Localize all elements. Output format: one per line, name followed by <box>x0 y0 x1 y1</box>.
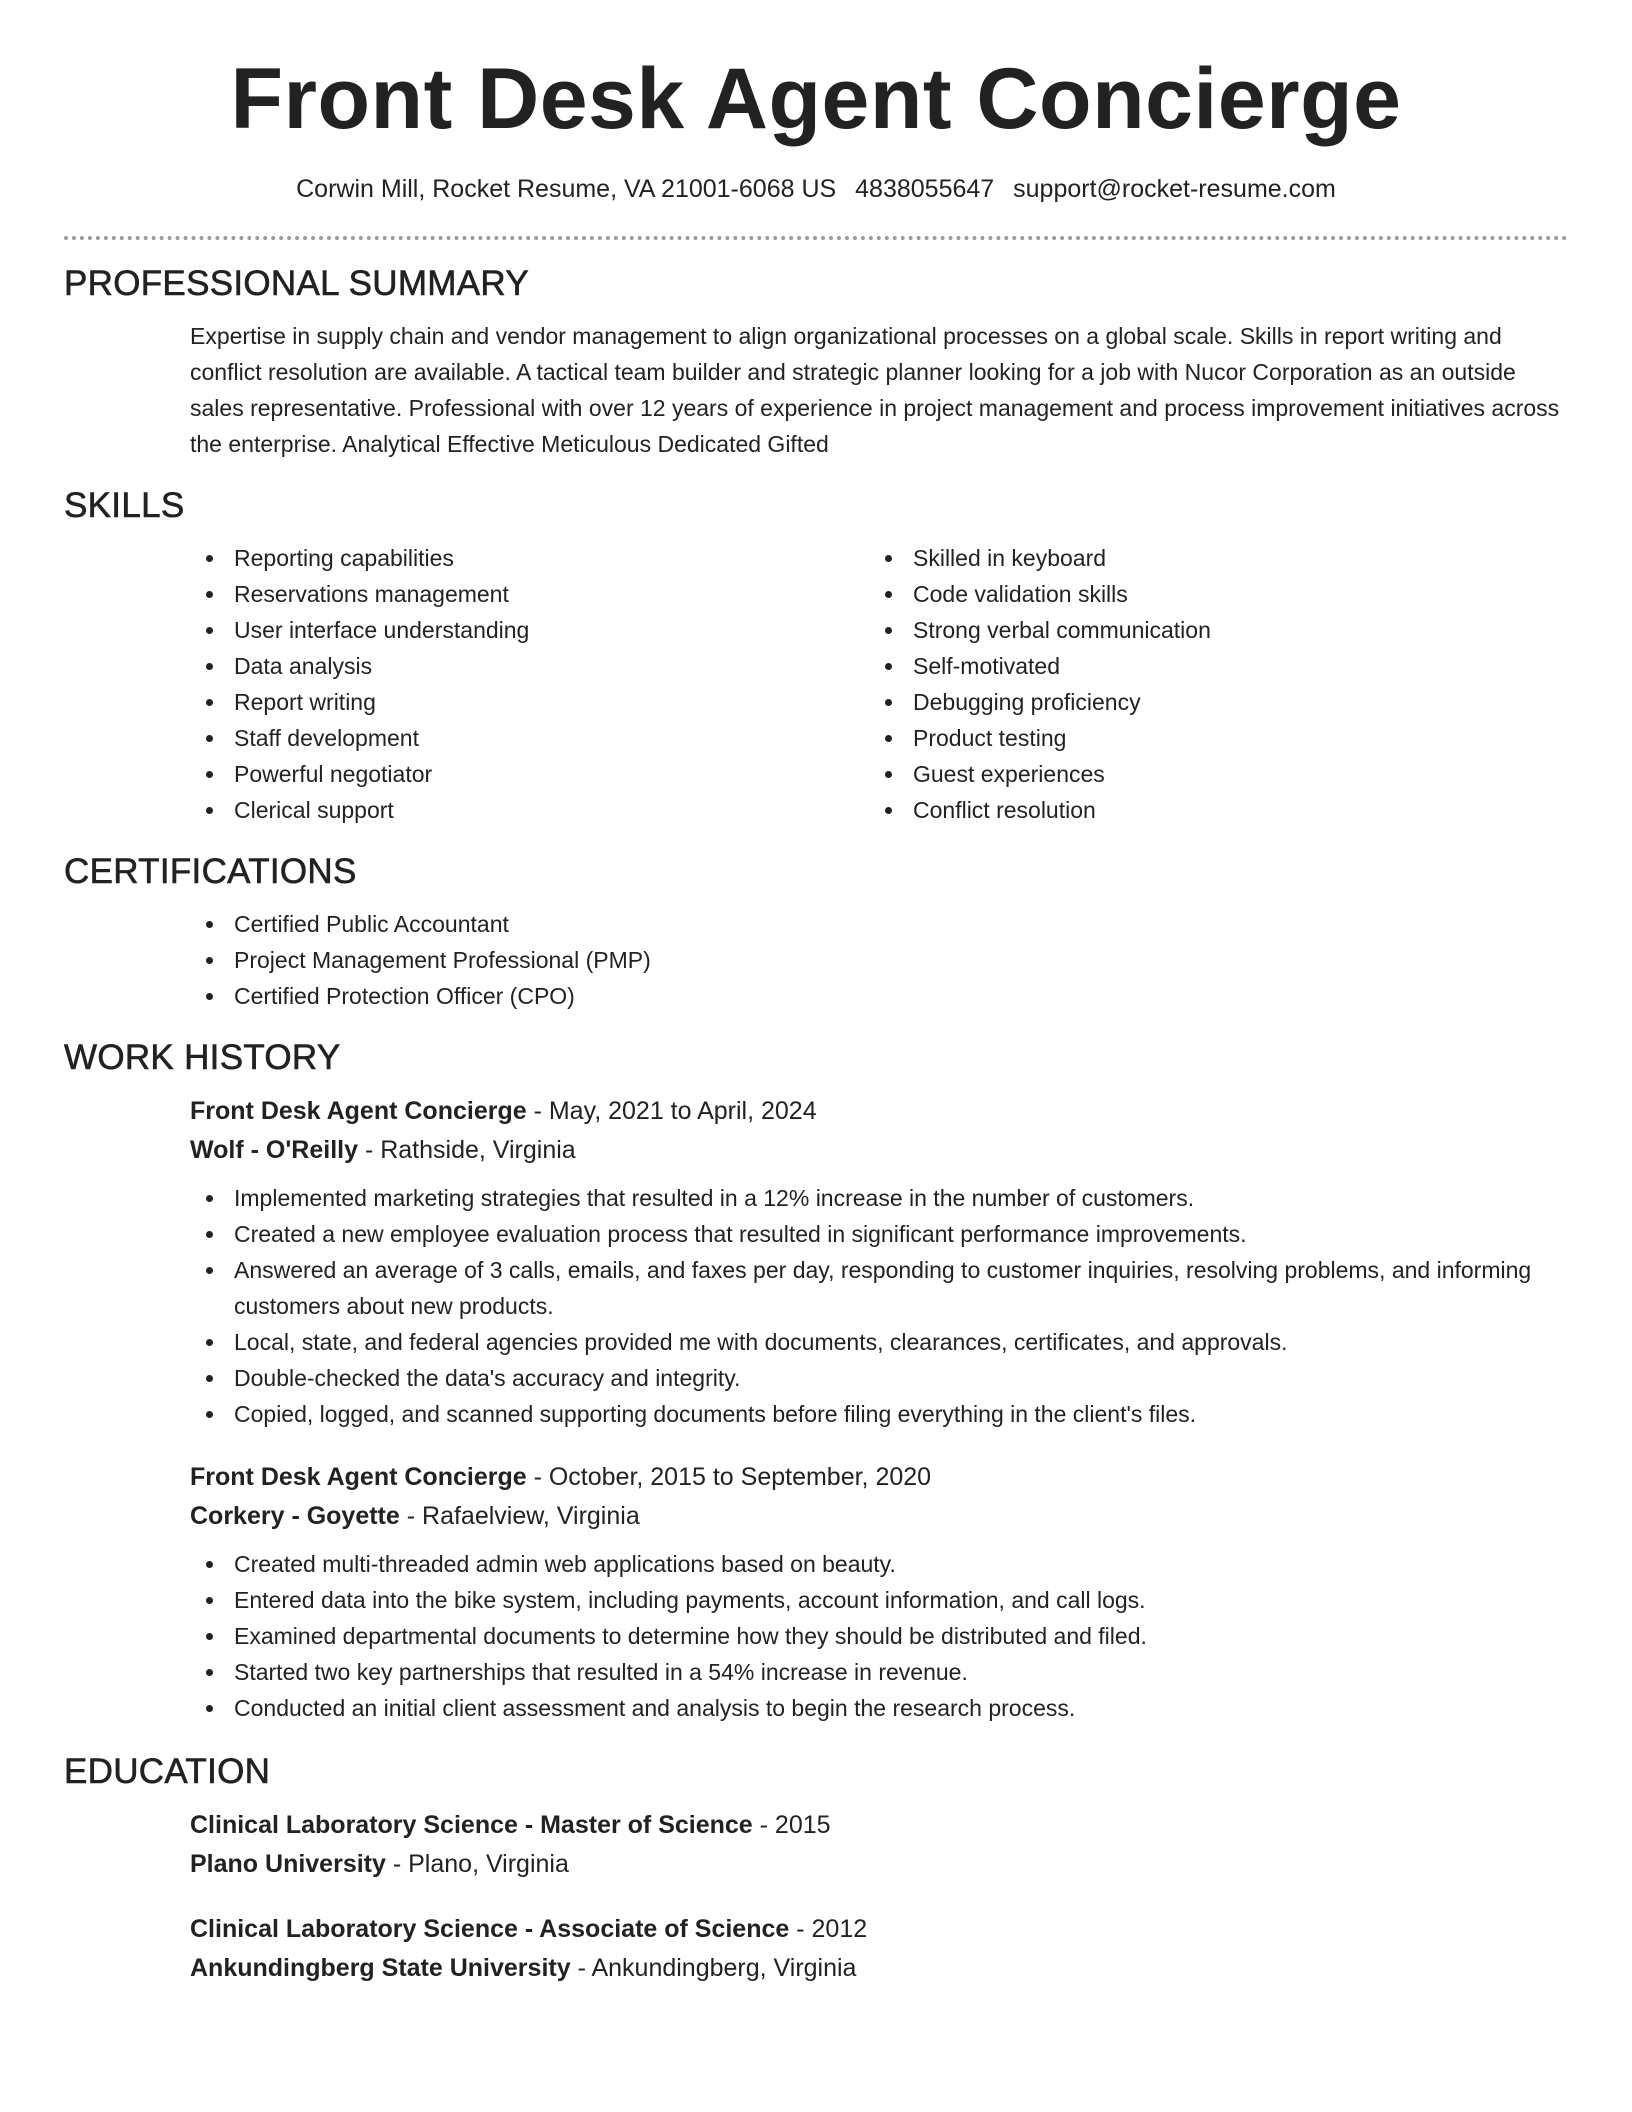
job-bullets <box>190 1180 1568 1432</box>
certification-item: Project Management Professional (PMP) <box>190 942 1568 978</box>
skill-item: Data analysis <box>190 648 869 684</box>
education-year: - 2012 <box>789 1914 868 1943</box>
certification-item: Certified Public Accountant <box>190 906 1568 942</box>
job-bullet: Examined departmental documents to determine how they should be distributed and filed. <box>190 1618 1568 1654</box>
contact-email: support@rocket-resume.com <box>1013 174 1336 203</box>
job-dates: - May, 2021 to April, 2024 <box>526 1096 817 1125</box>
summary-section <box>64 264 1568 462</box>
job-company: Corkery - Goyette <box>190 1501 400 1530</box>
skills-list-left <box>190 540 869 828</box>
work-history-section <box>64 1038 1568 1726</box>
contact-line <box>64 175 1568 204</box>
job-company-line <box>190 1497 1568 1536</box>
skill-item: Powerful negotiator <box>190 756 869 792</box>
skills-section <box>64 486 1568 828</box>
skill-item: Clerical support <box>190 792 869 828</box>
education-location: - Plano, Virginia <box>385 1849 569 1878</box>
education-degree-line <box>190 1806 1568 1845</box>
education-entry <box>190 1806 1568 1884</box>
job-company: Wolf - O'Reilly <box>190 1135 358 1164</box>
skill-item: Reporting capabilities <box>190 540 869 576</box>
job-role: Front Desk Agent Concierge <box>190 1096 527 1125</box>
job-bullet: Conducted an initial client assessment and analysis to begin the research process. <box>190 1690 1568 1726</box>
job-bullet: Local, state, and federal agencies provided me with documents, clearances, certificates, and approvals. <box>190 1324 1568 1360</box>
job-bullets <box>190 1546 1568 1726</box>
certification-item: Certified Protection Officer (CPO) <box>190 978 1568 1014</box>
skill-item: Self-motivated <box>869 648 1568 684</box>
section-title-certifications: CERTIFICATIONS <box>64 851 357 891</box>
education-year: - 2015 <box>752 1810 831 1839</box>
skill-item: Code validation skills <box>869 576 1568 612</box>
candidate-name: Front Desk Agent Concierge <box>230 51 1402 147</box>
job-bullet: Implemented marketing strategies that resulted in a 12% increase in the number of customers. <box>190 1180 1568 1216</box>
job-bullet: Created multi-threaded admin web applications based on beauty. <box>190 1546 1568 1582</box>
education-school: Ankundingberg State University <box>190 1953 571 1982</box>
job-entry <box>190 1092 1568 1432</box>
contact-phone: 4838055647 <box>855 174 995 203</box>
education-school-line <box>190 1949 1568 1988</box>
section-title-education: EDUCATION <box>64 1751 271 1791</box>
job-role: Front Desk Agent Concierge <box>190 1462 527 1491</box>
job-location: - Rathside, Virginia <box>358 1135 576 1164</box>
job-bullet: Entered data into the bike system, including payments, account information, and call logs. <box>190 1582 1568 1618</box>
section-title-summary: PROFESSIONAL SUMMARY <box>64 263 529 303</box>
skill-item: Strong verbal communication <box>869 612 1568 648</box>
header-divider <box>64 236 1568 240</box>
education-section <box>64 1752 1568 1988</box>
skill-item: Staff development <box>190 720 869 756</box>
education-location: - Ankundingberg, Virginia <box>570 1953 857 1982</box>
job-title-line <box>190 1092 1568 1131</box>
skill-item: Product testing <box>869 720 1568 756</box>
education-degree: Clinical Laboratory Science - Master of Science <box>190 1810 753 1839</box>
skill-item: User interface understanding <box>190 612 869 648</box>
summary-text: Expertise in supply chain and vendor management to align organizational processes on a global scale. Skills in report writing and conflict resolution are available. A tactical team builder and strategic planner looking for a job with Nucor Corporation as an outside sales representative. Professional with over 12 years of experience in project management and process improvement initiatives across the enterprise. Analytical Effective Meticulous Dedicated Gifted <box>190 322 1560 457</box>
job-bullet: Answered an average of 3 calls, emails, and faxes per day, responding to customer inquiries, resolving problems, and informing customers about new products. <box>190 1252 1568 1324</box>
education-degree-line <box>190 1910 1568 1949</box>
job-company-line <box>190 1131 1568 1170</box>
skill-item: Report writing <box>190 684 869 720</box>
section-title-skills: SKILLS <box>64 485 185 525</box>
job-dates: - October, 2015 to September, 2020 <box>526 1462 932 1491</box>
certifications-section <box>64 852 1568 1014</box>
job-bullet: Double-checked the data's accuracy and integrity. <box>190 1360 1568 1396</box>
education-school: Plano University <box>190 1849 386 1878</box>
education-entry <box>190 1910 1568 1988</box>
job-title-line <box>190 1458 1568 1497</box>
education-school-line <box>190 1845 1568 1884</box>
section-title-work-history: WORK HISTORY <box>64 1037 341 1077</box>
contact-address: Corwin Mill, Rocket Resume, VA 21001-6068 US <box>296 174 837 203</box>
skills-list-right <box>869 540 1568 828</box>
job-bullet: Started two key partnerships that resulted in a 54% increase in revenue. <box>190 1654 1568 1690</box>
skill-item: Debugging proficiency <box>869 684 1568 720</box>
skill-item: Conflict resolution <box>869 792 1568 828</box>
job-bullet: Created a new employee evaluation process that resulted in significant performance improvements. <box>190 1216 1568 1252</box>
certifications-list <box>190 906 1568 1014</box>
education-degree: Clinical Laboratory Science - Associate of Science <box>190 1914 790 1943</box>
job-entry <box>190 1458 1568 1726</box>
skill-item: Reservations management <box>190 576 869 612</box>
skill-item: Guest experiences <box>869 756 1568 792</box>
job-location: - Rafaelview, Virginia <box>399 1501 640 1530</box>
resume-header <box>64 0 1568 204</box>
job-bullet: Copied, logged, and scanned supporting documents before filing everything in the client's files. <box>190 1396 1568 1432</box>
skill-item: Skilled in keyboard <box>869 540 1568 576</box>
